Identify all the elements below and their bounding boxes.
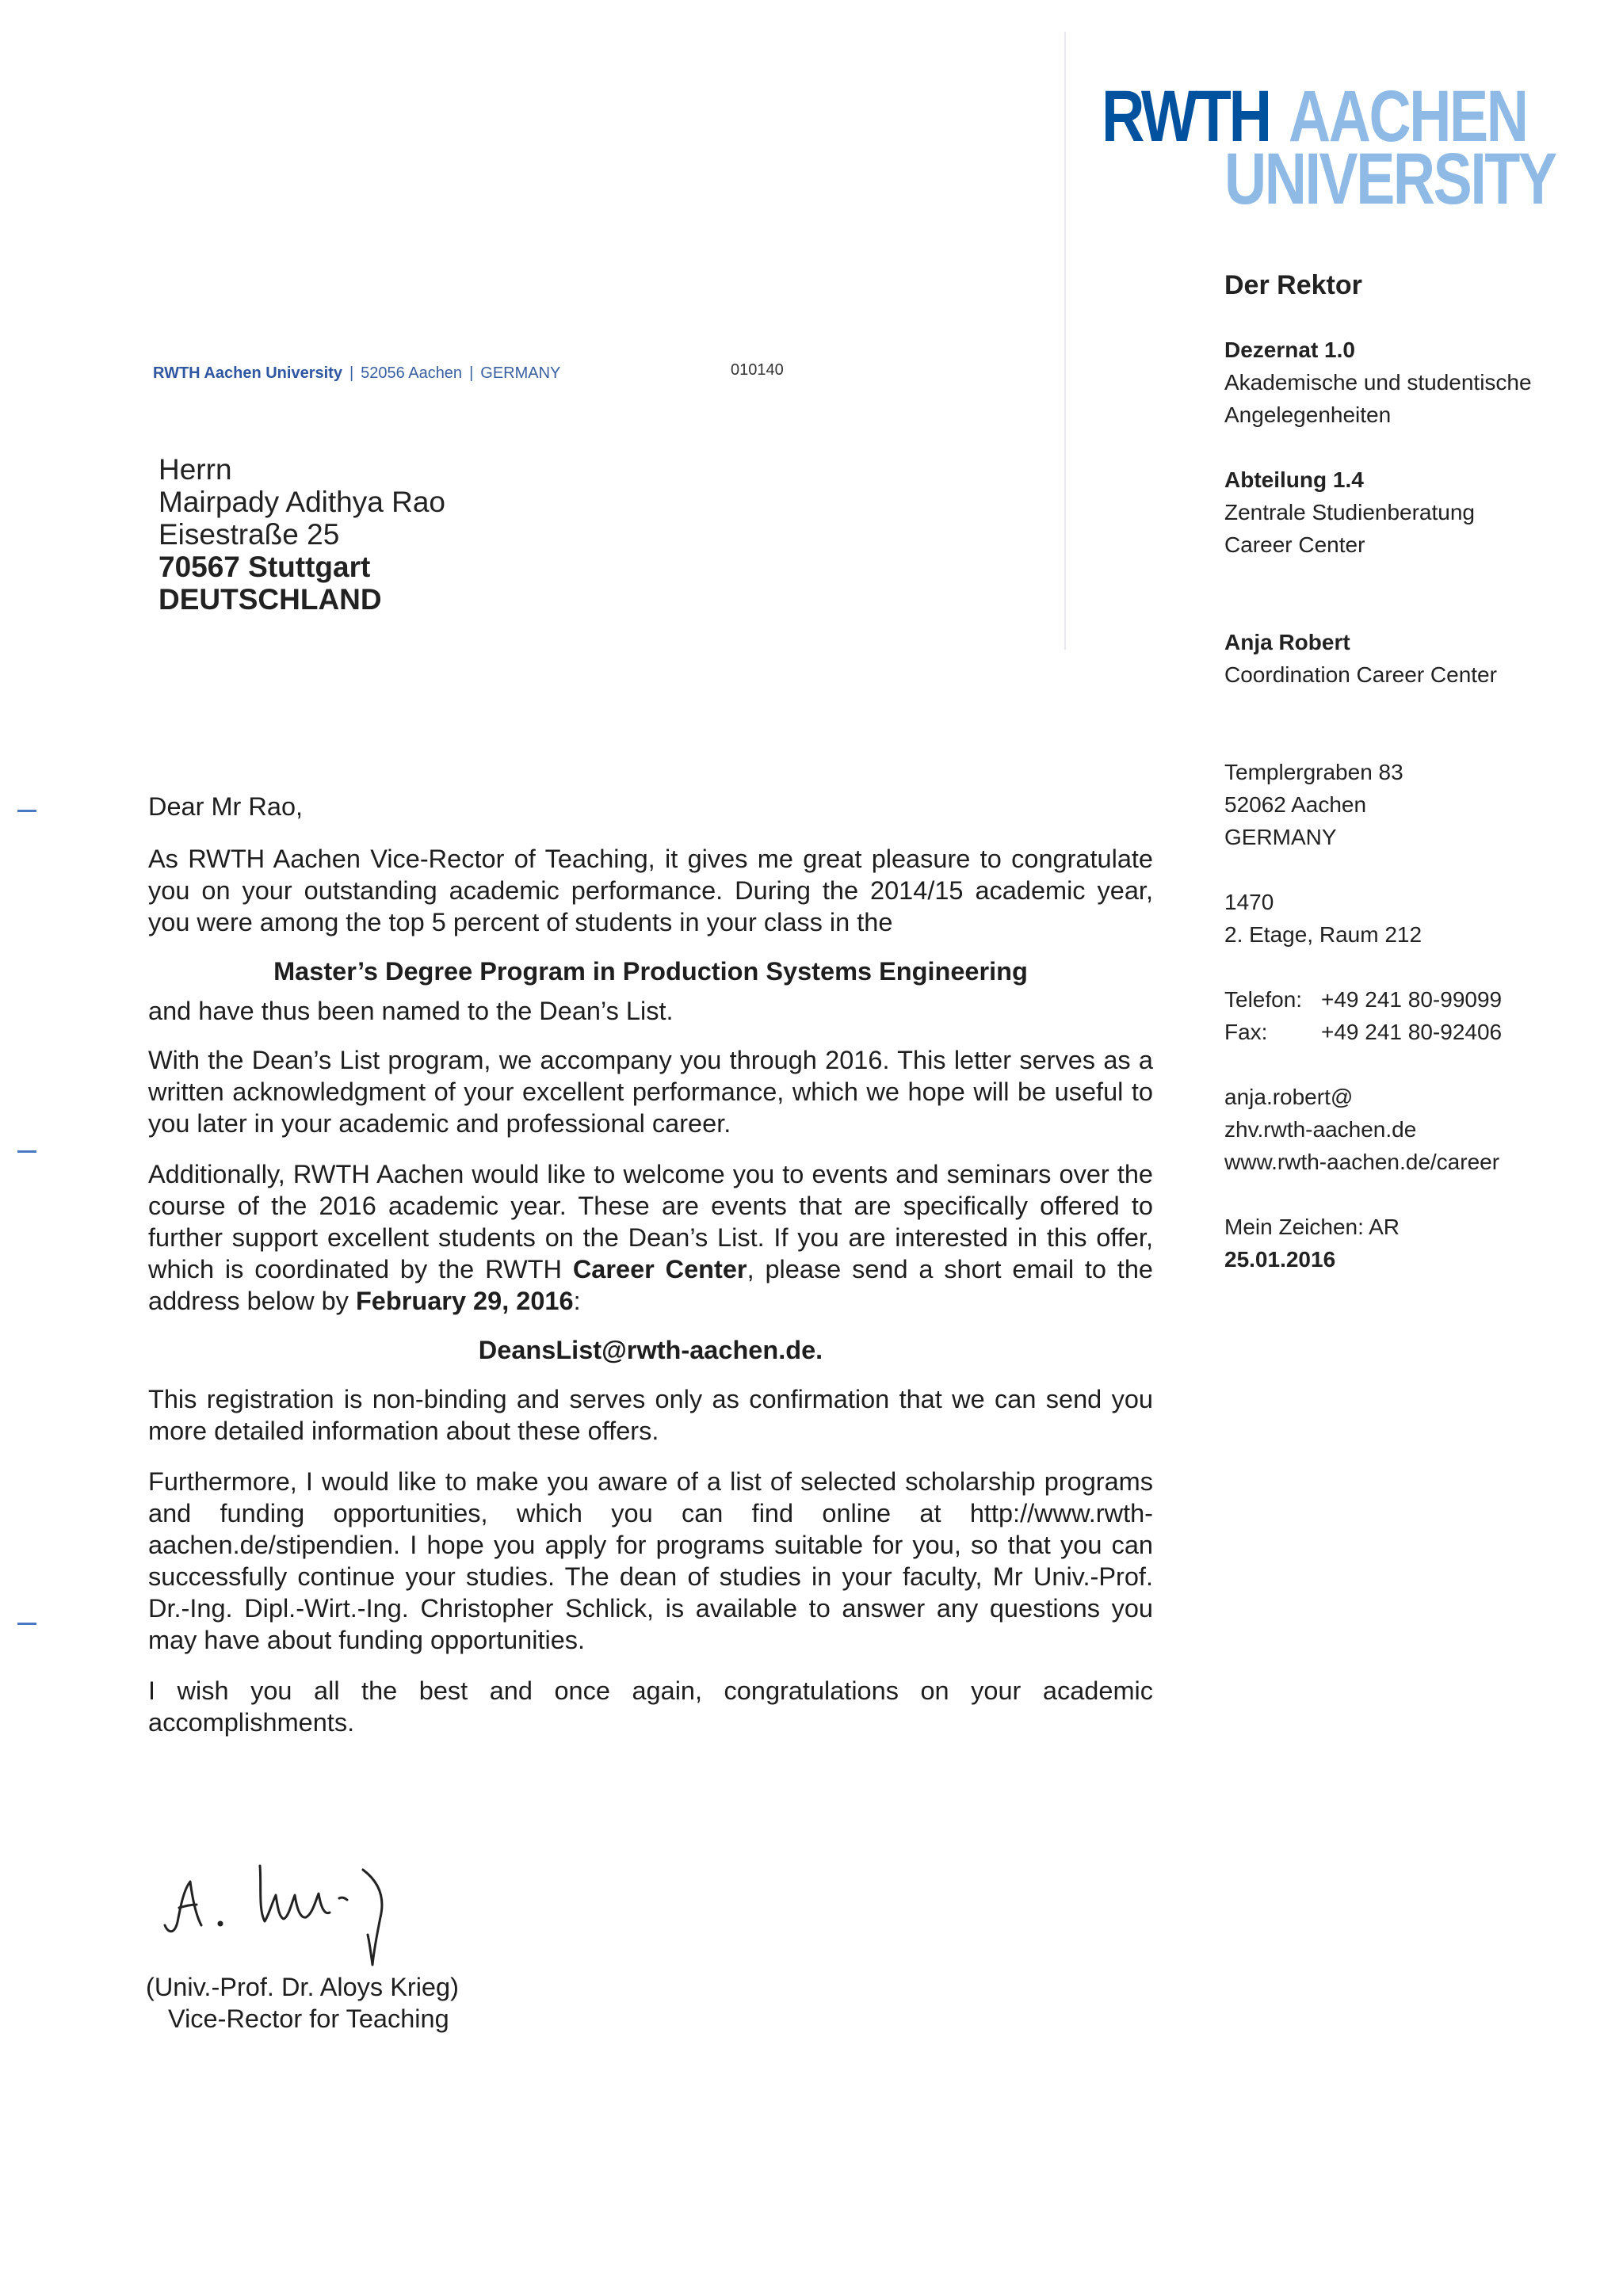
recipient-country: DEUTSCHLAND	[158, 583, 382, 616]
signatory-title: Vice-Rector for Teaching	[168, 2004, 449, 2033]
abteilung-title: Abteilung 1.4	[1224, 467, 1364, 492]
fax-label: Fax:	[1224, 1020, 1268, 1044]
address-country: GERMANY	[1224, 825, 1337, 849]
phone-number: +49 241 80-99099	[1321, 987, 1503, 1012]
sender-info-sidebar	[1224, 269, 1597, 1308]
reference-number: 010140	[731, 361, 784, 379]
phone-label: Telefon:	[1224, 987, 1303, 1012]
handwritten-signature	[149, 1846, 411, 1973]
paragraph-text: Additionally, RWTH Aachen would like to welcome you to events and seminars over the course of the 2016 academic year. These are events that are specifically offered to further support excellent students on the Dean’s List. If you are interested in this offer, which is coordinated by the RWTH	[148, 1160, 1153, 1283]
contact-role: Coordination Career Center	[1224, 662, 1497, 687]
recipient-salutation: Herrn	[158, 453, 232, 486]
dezernat-line: Angelegenheiten	[1224, 402, 1392, 427]
sender-country: GERMANY	[480, 364, 561, 382]
letter-body	[148, 791, 1153, 1760]
fold-divider-line	[1064, 32, 1066, 650]
logo-aachen: AACHEN	[1289, 76, 1527, 157]
sidebar-reference	[1224, 1211, 1597, 1276]
room: 2. Etage, Raum 212	[1224, 922, 1423, 947]
sender-university: RWTH Aachen University	[153, 364, 342, 382]
letter-salutation: Dear Mr Rao,	[148, 792, 304, 821]
sender-separator: |	[349, 364, 354, 382]
contact-name: Anja Robert	[1224, 630, 1350, 654]
building-number: 1470	[1224, 890, 1274, 914]
sidebar-address	[1224, 756, 1597, 853]
website: www.rwth-aachen.de/career	[1224, 1150, 1500, 1174]
abteilung-line: Zentrale Studienberatung	[1224, 500, 1475, 524]
paragraph: and have thus been named to the Dean’s List.	[148, 997, 674, 1025]
dezernat-line: Akademische und studentische	[1224, 370, 1532, 395]
university-logo	[1102, 76, 1577, 220]
registration-email: DeansList@rwth-aachen.de.	[478, 1336, 823, 1364]
fax-row	[1224, 1016, 1597, 1048]
signatory-name: (Univ.-Prof. Dr. Aloys Krieg)	[146, 1973, 459, 2001]
logo-university: UNIVERSITY	[1224, 139, 1556, 220]
recipient-street: Eisestraße 25	[158, 518, 340, 551]
sidebar-dezernat	[1224, 334, 1597, 431]
sender-return-address	[153, 364, 560, 383]
signatory-block	[146, 1971, 459, 2035]
sender-postal: 52056 Aachen	[361, 364, 463, 382]
address-street: Templergraben 83	[1224, 760, 1403, 784]
abteilung-line: Career Center	[1224, 532, 1365, 557]
recipient-city: 70567 Stuttgart	[158, 551, 371, 583]
logo-rwth: RWTH	[1102, 76, 1270, 157]
fax-number: +49 241 80-92406	[1321, 1020, 1503, 1044]
phone-row	[1224, 983, 1597, 1016]
paragraph	[148, 1158, 1153, 1317]
fold-mark-bottom	[17, 1623, 36, 1625]
sidebar-phone-fax	[1224, 983, 1597, 1048]
sidebar-rektor: Der Rektor	[1224, 270, 1362, 300]
letter-date: 25.01.2016	[1224, 1247, 1336, 1272]
paragraph: I wish you all the best and once again, congratulations on your academic accomplishments.	[148, 1676, 1153, 1737]
sidebar-abteilung	[1224, 463, 1597, 561]
program-name: Master’s Degree Program in Production Systems Engineering	[273, 957, 1028, 986]
deadline-date: February 29, 2016	[355, 1287, 574, 1315]
career-center-text: Career Center	[572, 1255, 747, 1283]
paragraph: This registration is non-binding and serves only as confirmation that we can send you more detailed information about these offers.	[148, 1385, 1153, 1445]
paragraph: As RWTH Aachen Vice-Rector of Teaching, it gives me great pleasure to congratulate you on your outstanding academic performance. During the 2014/15 academic year, you were among the top 5 percent of students in your class in the	[148, 845, 1153, 936]
address-city: 52062 Aachen	[1224, 792, 1367, 817]
sidebar-online	[1224, 1081, 1597, 1178]
recipient-name: Mairpady Adithya Rao	[158, 486, 445, 518]
email-line: anja.robert@	[1224, 1085, 1354, 1109]
reference-mark: Mein Zeichen: AR	[1224, 1215, 1400, 1239]
sender-separator: |	[469, 364, 474, 382]
paragraph-text: , please send a short email to the address below by	[148, 1255, 1153, 1315]
sidebar-location	[1224, 886, 1597, 951]
paragraph-text: :	[573, 1287, 581, 1315]
paragraph: Furthermore, I would like to make you aware of a list of selected scholarship programs and funding opportunities, which you can find online at http://www.rwth-aachen.de/stipendien. I hope you apply for programs suitable for you, so that you can successfully continue your studies. The dean of studies in your faculty, Mr Univ.-Prof. Dr.-Ing. Dipl.-Wirt.-Ing. Christopher Schlick, is available to answer any questions you may have about funding opportunities.	[148, 1467, 1153, 1654]
paragraph: With the Dean’s List program, we accompany you through 2016. This letter serves as a written acknowledgment of your excellent performance, which we hope will be useful to you later in your academic and professional career.	[148, 1046, 1153, 1138]
sidebar-contact	[1224, 626, 1597, 691]
recipient-address	[158, 453, 445, 616]
fold-mark-top	[17, 810, 36, 812]
dezernat-title: Dezernat 1.0	[1224, 338, 1355, 362]
fold-mark-middle	[17, 1150, 36, 1153]
email-line: zhv.rwth-aachen.de	[1224, 1117, 1417, 1142]
